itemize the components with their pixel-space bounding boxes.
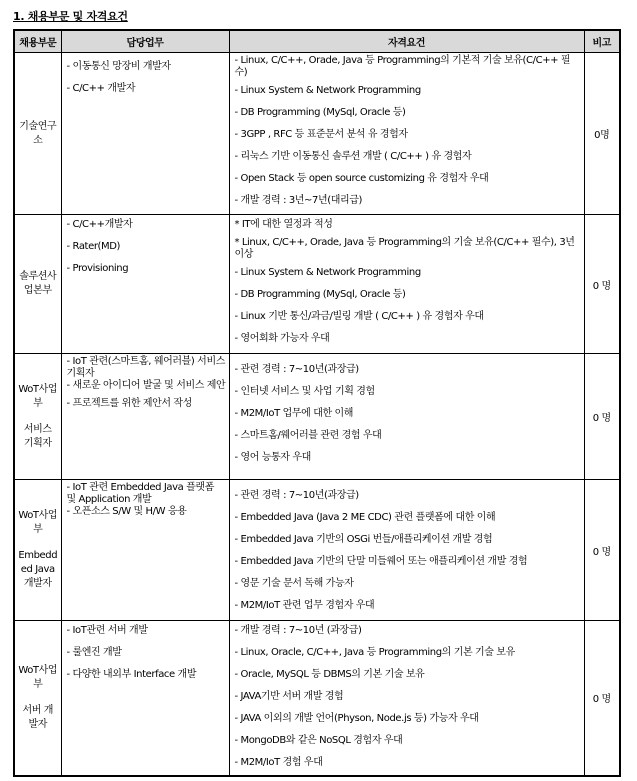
table-row	[14, 480, 620, 621]
req-item: - 영어 능통자 우대	[234, 452, 311, 463]
dept-line: 부	[33, 524, 43, 535]
dept-cell	[14, 621, 61, 776]
req-item: - Linux 기반 통신/과금/빌링 개발 ( C/C++ ) 유 경험자 우대	[234, 311, 484, 322]
duty-item: - IoT 관련 Embedded Java 플랫폼 및 Application 개발	[66, 482, 214, 505]
duty-item: - 프로젝트를 위한 제안서 작성	[66, 398, 192, 409]
req-item: - Linux, Oracle, C/C++, Java 등 Programming의 기본 기술 보유	[234, 647, 515, 658]
dept-line: Embedd	[18, 550, 58, 561]
req-cell	[229, 354, 584, 480]
req-item: - 스마트홈/웨어러블 관련 경험 우대	[234, 430, 382, 441]
duty-item: - IoT 관련(스마트홈, 웨어러블) 서비스 기획자	[66, 356, 225, 379]
req-item: - 인터넷 서비스 및 사업 기획 경험	[234, 386, 375, 397]
req-item: - Oracle, MySQL 등 DBMS의 기본 기술 보유	[234, 669, 425, 680]
dept-line: 개발자	[23, 578, 52, 589]
table-row	[14, 621, 620, 776]
note-cell: 0명	[584, 53, 620, 215]
req-item: - 영어회화 가능자 우대	[234, 333, 330, 344]
duty-item: - 이동통신 망장비 개발자	[66, 61, 171, 72]
header-dept: 채용부문	[14, 30, 61, 53]
table-row	[14, 53, 620, 215]
dept-cell	[14, 480, 61, 621]
dept-cell	[14, 354, 61, 480]
table-row	[14, 354, 620, 480]
dept-line: 기획자	[23, 437, 52, 449]
req-item: - Embedded Java 기반의 OSGi 번들/애플리케이션 개발 경험	[234, 534, 493, 545]
dept-line: 발자	[28, 718, 48, 730]
dept-line: 서버 개	[22, 704, 54, 716]
req-cell	[229, 621, 584, 776]
req-item: * Linux, C/C++, Orade, Java 등 Programming의 기술 보유(C/C++ 필수), 3년이상	[234, 237, 575, 260]
req-item: - 리눅스 기반 이동통신 솔루션 개발 ( C/C++ ) 유 경험자	[234, 151, 472, 162]
req-item: - M2M/IoT 관련 업무 경험자 우대	[234, 600, 375, 611]
req-item: - M2M/IoT 경험 우대	[234, 757, 323, 768]
req-item: * IT에 대한 열정과 적성	[234, 219, 333, 230]
req-item: - M2M/IoT 업무에 대한 이해	[234, 408, 354, 419]
table-row	[14, 215, 620, 354]
dept-line: 업본부	[23, 285, 52, 296]
req-item: - Embedded Java 기반의 단말 미들웨어 또는 애플리케이션 개발 경험	[234, 556, 528, 567]
header-req: 자격요건	[229, 30, 584, 53]
req-item: - Open Stack 등 open source customizing 유 경험자 우대	[234, 173, 489, 184]
dept-line: ed Java	[20, 564, 55, 575]
req-item: - Linux, C/C++, Orade, Java 등 Programming의 기본적 기술 보유(C/C++ 필수)	[234, 55, 571, 78]
req-cell	[229, 215, 584, 354]
dept-line: 부	[33, 397, 43, 409]
duty-cell	[61, 621, 229, 776]
duty-cell	[61, 480, 229, 621]
duty-item: - 새로운 아이디어 발굴 및 서비스 제안	[66, 380, 226, 391]
duty-item: - 룰엔진 개발	[66, 647, 122, 658]
req-cell	[229, 53, 584, 215]
dept-line: WoT사업	[18, 383, 58, 395]
note-cell: 0 명	[584, 480, 620, 621]
header-note: 비고	[584, 30, 620, 53]
req-item: - MongoDB와 같은 NoSQL 경험자 우대	[234, 735, 403, 746]
section-title: 1. 채용부문 및 자격요건	[13, 10, 128, 23]
req-item: - DB Programming (MySql, Oracle 등)	[234, 289, 406, 300]
req-item: - 관련 경력 : 7~10년(과장급)	[234, 490, 359, 501]
req-item: - 개발 경력 : 3년~7년(대리급)	[234, 195, 363, 206]
dept-cell	[14, 53, 61, 215]
duty-item: - 오픈소스 S/W 및 H/W 응용	[66, 506, 187, 517]
duty-item: - Provisioning	[66, 263, 129, 274]
dept-line: WoT사업	[18, 664, 58, 676]
recruit-table	[13, 29, 621, 777]
dept-line: 부	[33, 678, 43, 690]
note-cell: 0 명	[584, 215, 620, 354]
duty-item: - C/C++ 개발자	[66, 83, 136, 94]
req-item: - Linux System & Network Programming	[234, 85, 421, 96]
req-item: - DB Programming (MySql, Oracle 등)	[234, 107, 406, 118]
req-item: - 영문 기술 문서 독해 가능자	[234, 578, 354, 589]
req-item: - Embedded Java (Java 2 ME CDC) 관련 플랫폼에 대한 이해	[234, 512, 496, 523]
duty-cell	[61, 354, 229, 480]
note-cell: 0 명	[584, 621, 620, 776]
dept-line: 기술연구	[19, 120, 57, 132]
dept-line: 서비스	[23, 423, 52, 435]
dept-line: 솔루션사	[19, 271, 57, 282]
dept-line: WoT사업	[18, 510, 58, 521]
header-row	[14, 30, 620, 53]
req-item: - JAVA 이외의 개발 언어(Physon, Node.js 등) 가능자 우대	[234, 713, 479, 724]
duty-item: - C/C++개발자	[66, 219, 133, 230]
req-item: - JAVA기반 서버 개발 경험	[234, 691, 344, 702]
req-item: - 관련 경력 : 7~10년(과장급)	[234, 364, 359, 375]
duty-cell	[61, 53, 229, 215]
dept-cell	[14, 215, 61, 354]
req-item: - Linux System & Network Programming	[234, 267, 421, 278]
duty-item: - IoT관련 서버 개발	[66, 625, 148, 636]
dept-line: 소	[33, 134, 43, 146]
req-item: - 3GPP , RFC 등 표준문서 분석 유 경험자	[234, 129, 408, 140]
note-cell: 0 명	[584, 354, 620, 480]
req-cell	[229, 480, 584, 621]
req-item: - 개발 경력 : 7~10년 (과장급)	[234, 625, 362, 636]
duty-item: - 다양한 내외부 Interface 개발	[66, 669, 197, 680]
duty-cell	[61, 215, 229, 354]
duty-item: - Rater(MD)	[66, 241, 121, 252]
header-duty: 담당업무	[61, 30, 229, 53]
